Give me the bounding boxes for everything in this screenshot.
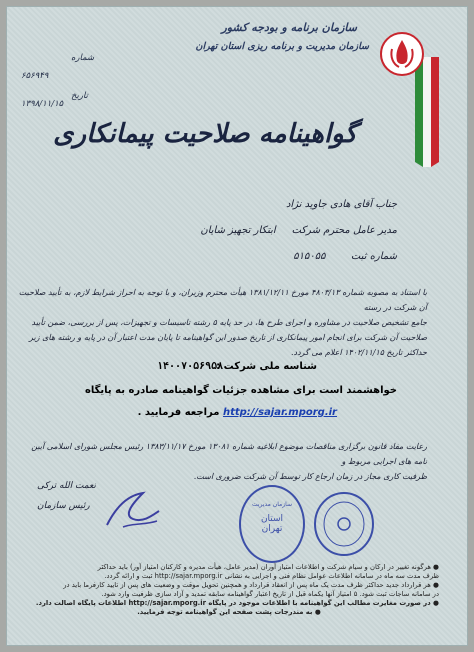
- signatory-title: رئیس سازمان: [37, 501, 90, 511]
- portal-suffix: مراجعه فرمایید .: [137, 407, 220, 418]
- certificate-page: [6, 6, 468, 646]
- stamp-left: [239, 485, 305, 563]
- body-line: حداکثر تاریخ ۱۴۰۲/۱۱/۱۵ اعلام می گردد.: [291, 348, 427, 357]
- registration-label: شماره ثبت: [350, 251, 397, 262]
- body-line: با استناد به مصوبه شماره ۴۸۰۳/۱۳ مورخ ۱۳۸۱/۱۲/۱۱ هیأت محترم وزیران، و با توجه به احراز شرایط لازم، به تأیید صلاحیت آن شرکت در رسته: [18, 288, 427, 312]
- body-line: جامع تشخیص صلاحیت در مشاوره و اجرای طرح ها، در حد پایه ۵ رشته تاسیسات و تجهیزات، پس از بررسی، ضمن تأیید صلاحیت آن شرکت برای انجام امور پیمانکاری از تاریخ صدور این گواهینامه تا پایان مدت اعتبار آن در پایه و رشته های زیر: [29, 318, 427, 342]
- note-line: ● به مندرجات پشت صفحه این گواهینامه توجه فرمایید.: [137, 608, 321, 616]
- portal-link[interactable]: http://sajar.mporg.ir: [222, 407, 337, 418]
- stamp-left-text3: تهران: [261, 524, 283, 534]
- rules-line: رعایت مفاد قانون برگزاری مناقصات موضوع ابلاغیه شماره ۱۳۰۸۱ مورخ ۱۳۸۳/۱۱/۱۷ رئیس مجلس شورای اسلامی آیین نامه های اجرایی مربوط و: [31, 442, 427, 466]
- recipient-line: جناب آقای هادی جاوید نژاد: [285, 199, 397, 210]
- org-line-2: سازمان مدیریت و برنامه ریزی استان تهران: [195, 41, 369, 52]
- certificate-title: گواهینامه صلاحیت پیمانکاری: [53, 119, 357, 149]
- org-line-1: سازمان برنامه و بودجه کشور: [221, 21, 357, 34]
- emblem-icon: [379, 31, 425, 77]
- number-value: ۶۵۶۹۴۹: [21, 71, 49, 81]
- national-id-value: ۱۴۰۰۷۰۵۶۹۵۸: [157, 361, 224, 372]
- rules-line: ظرفیت کاری مجاز در زمان ارجاع کار توسط آن شرکت ضروری است.: [193, 472, 427, 481]
- stamp-right-icon: [313, 491, 375, 557]
- national-id-label: شناسه ملی شرکت :: [216, 361, 317, 372]
- company-name: ابتکار تجهیز شایان: [200, 225, 276, 236]
- company-line: [200, 225, 397, 236]
- body-paragraph: [17, 285, 427, 360]
- portal-line-2: [138, 407, 337, 418]
- note-line: ● هر قرارداد جدید حداکثر ظرف مدت یک ماه پس از انعقاد قرارداد و همچنین تحویل موقت و وضعیت های پس از تایید کارفرما باید در: [63, 581, 439, 589]
- stamp-left-text1: سازمان مدیریت: [251, 501, 292, 508]
- footer-notes: [19, 563, 439, 617]
- number-label: شماره: [71, 53, 95, 63]
- signatory-name: نعمت الله ترکی: [37, 481, 96, 491]
- company-prefix: مدیر عامل محترم شرکت: [291, 225, 397, 236]
- stamp-left-text2: استان: [260, 514, 284, 524]
- note-line: ظرف مدت سه ماه در سامانه اطلاعات عوامل نظام فنی و اجرایی به نشانی http://sajar.mporg.ir ثبت و ارائه گردد.: [104, 572, 439, 580]
- portal-line-1: خواهشمند است برای مشاهده جزئیات گواهینامه صادره به پایگاه: [84, 385, 397, 396]
- rules-paragraph: [17, 439, 427, 484]
- date-value: ۱۳۹۸/۱۱/۱۵: [21, 99, 64, 109]
- note-line: ● هرگونه تغییر در ارکان و سیام شرکت و اطلاعات امتیاز آوران (مدیر عامل، هیأت مدیره و کارکنان امتیاز آور) باید حداکثر: [97, 563, 439, 571]
- date-label: تاریخ: [71, 91, 88, 101]
- note-line: ● در صورت مغایرت مطالب این گواهینامه با اطلاعات موجود در پایگاه http://sajar.mporg.ir اطلاعات پایگاه اصالت دارد.: [35, 599, 439, 607]
- note-line: در سامانه ساجات ثبت شود. ۵ امتیاز آنها یکماه قبل از تاریخ اعتبار گواهینامه سابقه تمدید و آزاد سازی ظرفیت وارد شود.: [101, 590, 439, 598]
- registration-line: [293, 251, 397, 262]
- registration-value: ۵۱۵۰۵۵: [293, 251, 326, 262]
- signature-scribble-icon: [103, 485, 163, 535]
